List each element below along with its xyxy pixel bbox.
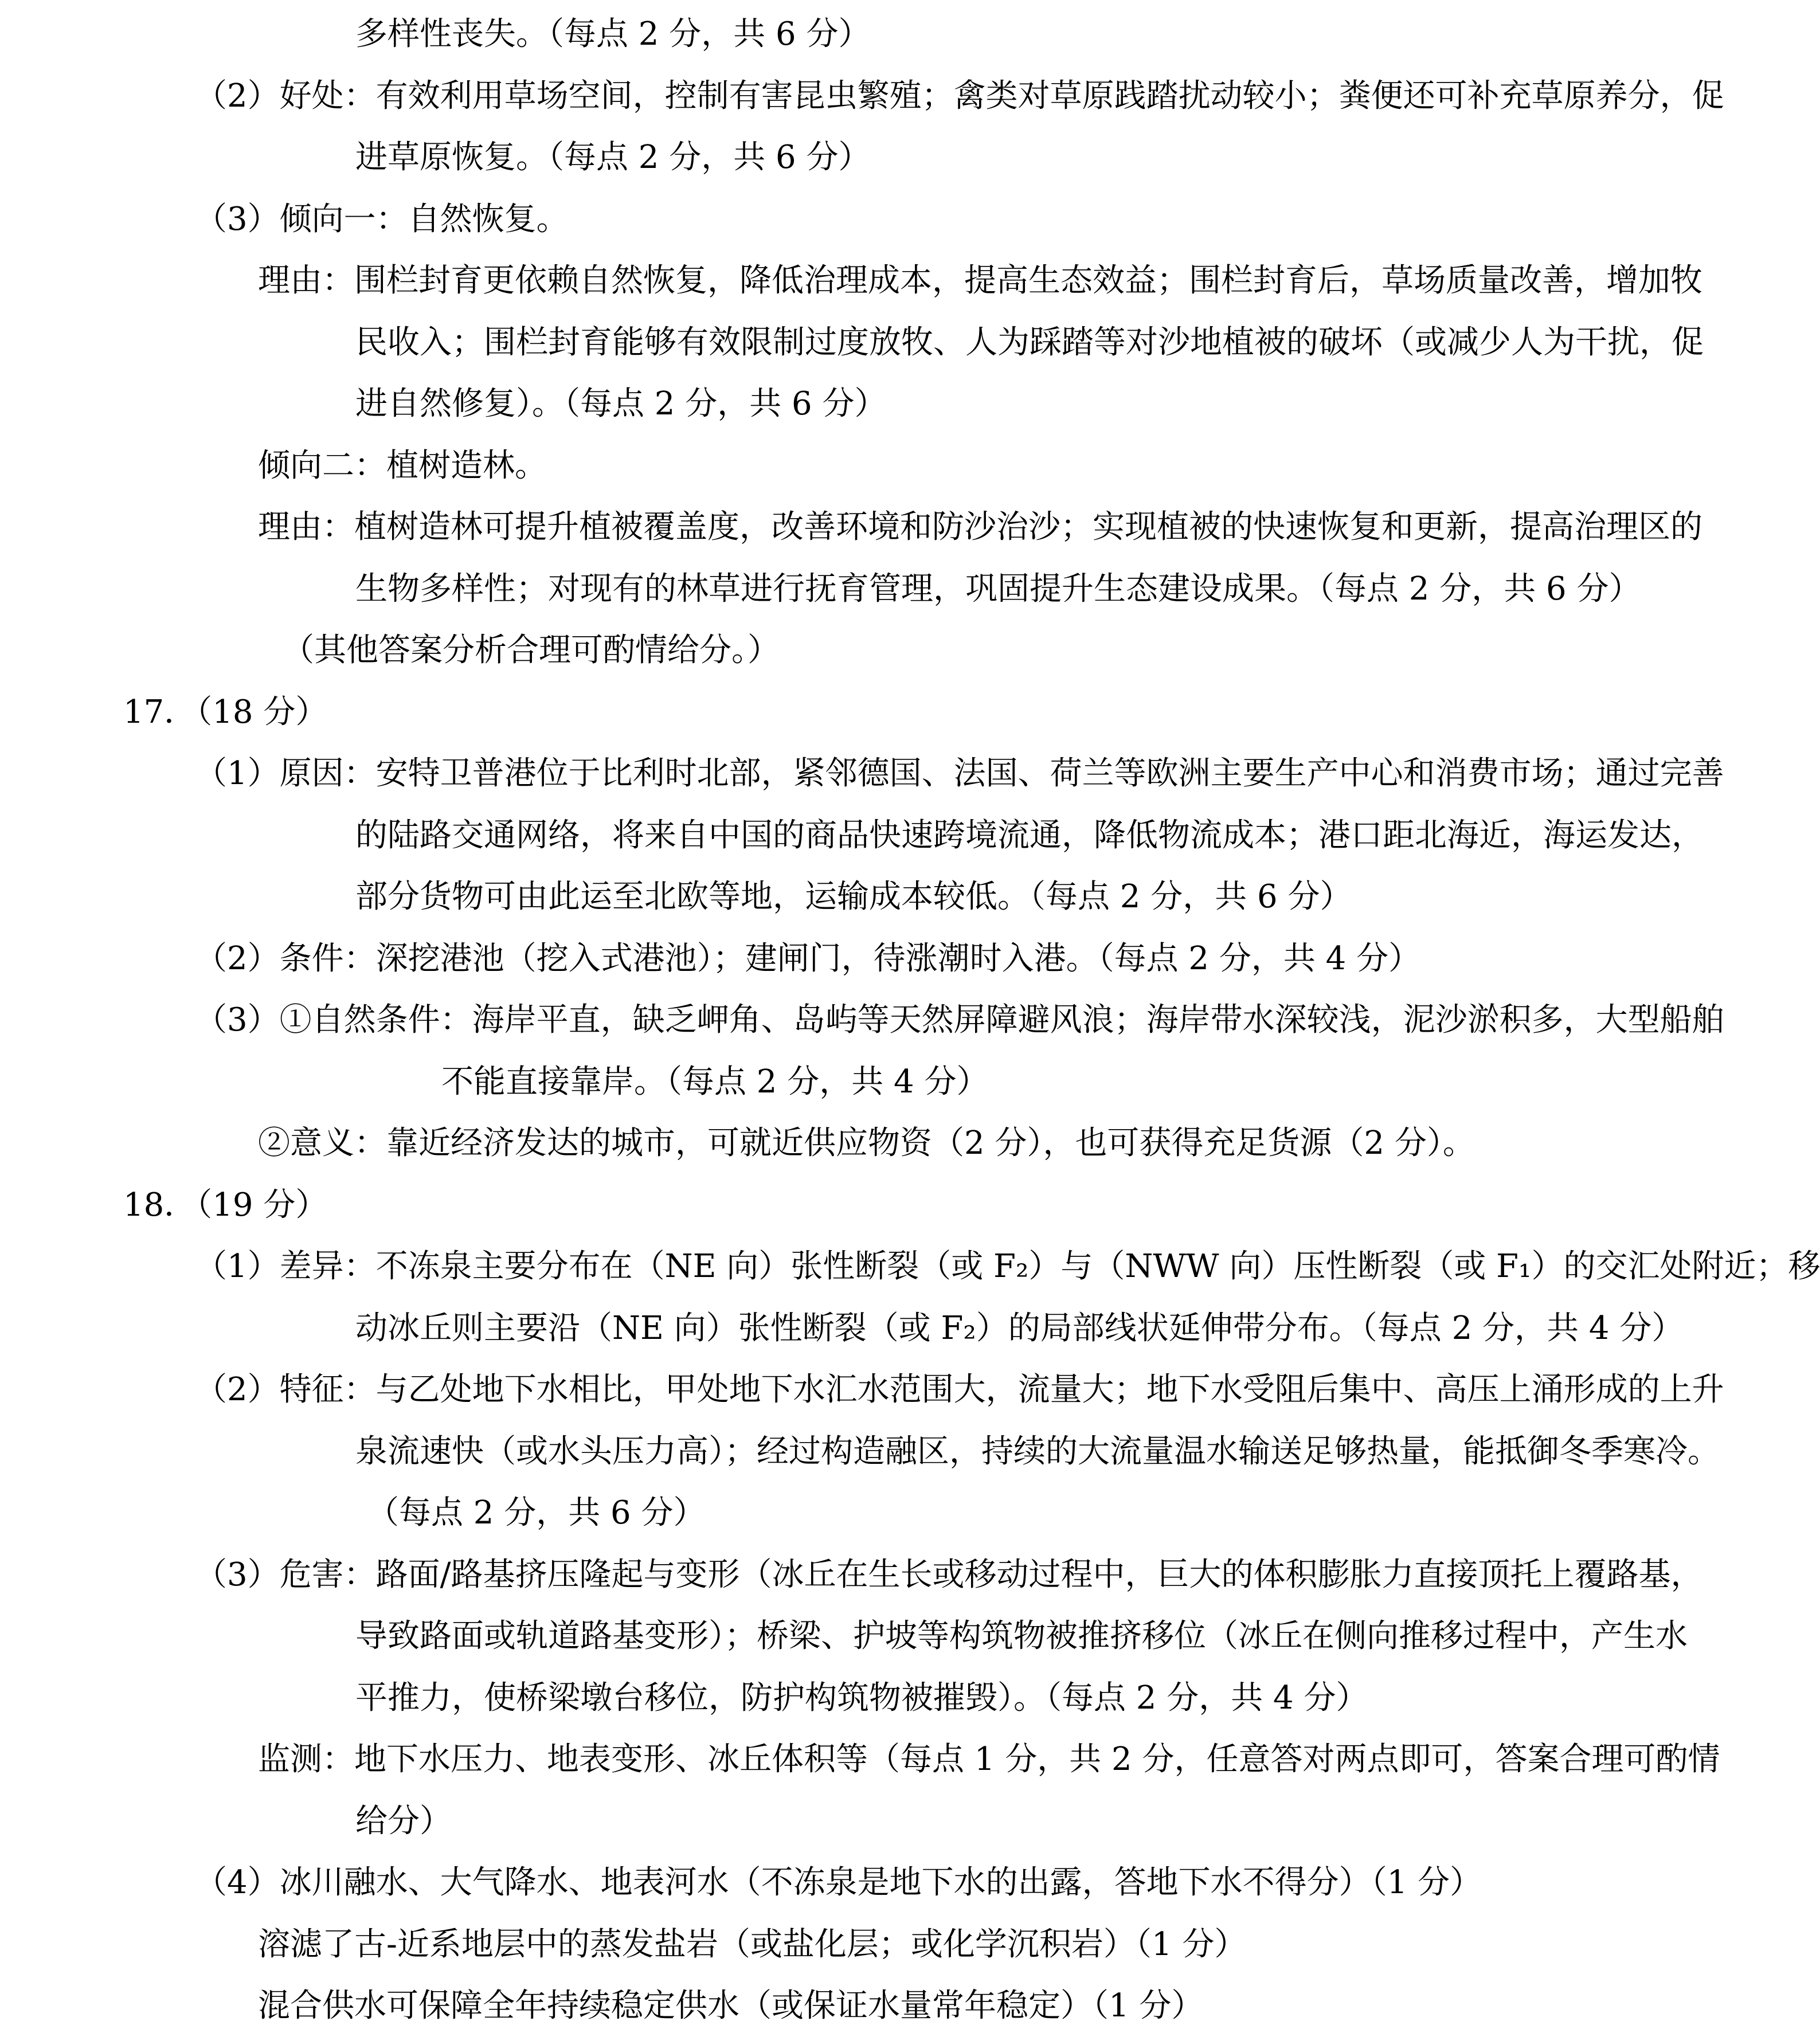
doc-line: 溶滤了古-近系地层中的蒸发盐岩（或盐化层；或化学沉积岩）（1 分） [258,1925,1247,1963]
doc-line: 动冰丘则主要沿（NE 向）张性断裂（或 F₂）的局部线状延伸带分布。（每点 2 分，共 4 分） [355,1309,1684,1347]
doc-line: 泉流速快（或水头压力高）；经过构造融区，持续的大流量温水输送足够热量，能抵御冬季寒冷。 [355,1432,1720,1470]
question-17-heading: 17．（18 分） [123,693,328,731]
question-18-heading: 18．（19 分） [123,1186,328,1224]
doc-line: 民收入；围栏封育能够有效限制过度放牧、人为踩踏等对沙地植被的破坏（或减少人为干扰，促 [355,323,1704,361]
doc-line: 多样性丧失。（每点 2 分，共 6 分） [355,15,871,53]
doc-line: 倾向二：植树造林。 [258,446,547,484]
doc-line: 导致路面或轨道路基变形）；桥梁、护坡等构筑物被推挤移位（冰丘在侧向推移过程中，产生水 [355,1617,1688,1655]
doc-line: 平推力，使桥梁墩台移位，防护构筑物被摧毁）。（每点 2 分，共 4 分） [355,1679,1368,1717]
doc-line: （1）差异：不冻泉主要分布在（NE 向）张性断裂（或 F₂）与（NWW 向）压性断裂（或 F₁）的交汇处附近；移 [195,1248,1820,1285]
doc-line: （4）冰川融水、大气降水、地表河水（不冻泉是地下水的出露，答地下水不得分）（1 分） [195,1864,1482,1901]
doc-line: 混合供水可保障全年持续稳定供水（或保证水量常年稳定）（1 分） [258,1987,1204,2024]
doc-line: 进草原恢复。（每点 2 分，共 6 分） [355,139,871,176]
doc-line: 理由：植树造林可提升植被覆盖度，改善环境和防沙治沙；实现植被的快速恢复和更新，提高治理区的 [258,508,1702,546]
doc-line: 给分） [355,1802,452,1840]
doc-line: 生物多样性；对现有的林草进行抚育管理，巩固提升生态建设成果。（每点 2 分，共 6 分） [355,570,1641,608]
doc-line: 不能直接靠岸。（每点 2 分，共 4 分） [441,1063,989,1100]
doc-line: 的陆路交通网络，将来自中国的商品快速跨境流通，降低物流成本；港口距北海近，海运发达， [355,816,1704,854]
doc-line: （每点 2 分，共 6 分） [367,1494,706,1531]
doc-line: （1）原因：安特卫普港位于比利时北部，紧邻德国、法国、荷兰等欧洲主要生产中心和消费市场；通过完善 [195,755,1724,792]
doc-line: （2）条件：深挖港池（挖入式港池）；建闸门，待涨潮时入港。（每点 2 分，共 4 分） [195,939,1421,977]
doc-line: 理由：围栏封育更依赖自然恢复，降低治理成本，提高生态效益；围栏封育后，草场质量改善，增加牧 [258,262,1702,299]
doc-line: （2）好处：有效利用草场空间，控制有害昆虫繁殖；禽类对草原践踏扰动较小；粪便还可补充草原养分，促 [195,77,1724,115]
doc-line: ②意义：靠近经济发达的城市，可就近供应物资（2 分），也可获得充足货源（2 分）。 [258,1125,1475,1162]
doc-line: （其他答案分析合理可酌情给分。） [282,632,780,669]
doc-line: （3）危害：路面/路基挤压隆起与变形（冰丘在生长或移动过程中，巨大的体积膨胀力直接顶托上覆路基， [195,1556,1703,1593]
doc-line: 监测：地下水压力、地表变形、冰丘体积等（每点 1 分，共 2 分，任意答对两点即可，答案合理可酌情 [258,1741,1720,1778]
doc-line: （3）倾向一：自然恢复。 [195,200,569,238]
doc-line: 进自然修复）。（每点 2 分，共 6 分） [355,385,887,422]
doc-line: （2）特征：与乙处地下水相比，甲处地下水汇水范围大，流量大；地下水受阻后集中、高压上涌形成的上升 [195,1371,1724,1408]
doc-line: （3）①自然条件：海岸平直，缺乏岬角、岛屿等天然屏障避风浪；海岸带水深较浅，泥沙淤积多，大型船舶 [195,1001,1724,1039]
doc-line: 部分货物可由此运至北欧等地，运输成本较低。（每点 2 分，共 6 分） [355,878,1352,915]
